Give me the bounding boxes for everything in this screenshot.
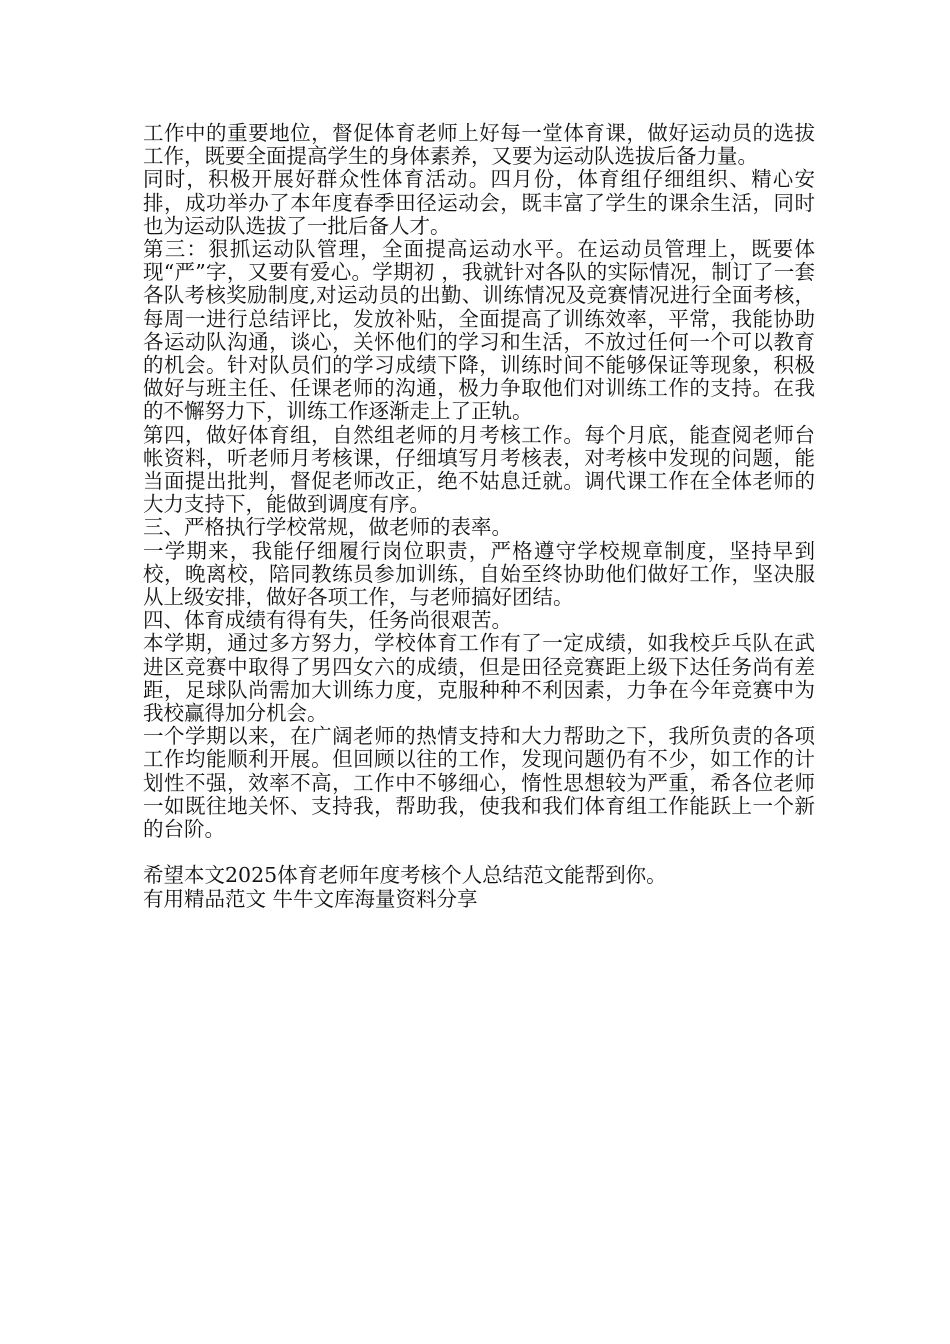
closing-wish: 希望本文2025体育老师年度考核个人总结范文能帮到你。 [143,863,667,888]
heading-results: 四、体育成绩有得有失，任务尚很艰苦。 [143,608,512,633]
document-body [143,122,815,911]
paragraph-monthly-assessment: 第四，做好体育组，自然组老师的月考核工作。每个月底，能查阅老师台帐资料，听老师月考核课，仔细填写月考核表，对考核中发现的问题，能当面提出批判，督促老师改正，绝不姑息迁就。调代课工作在全体老师的大力支持下，能做到调度有序。 [143,422,815,517]
paragraph-mass-sports: 同时，积极开展好群众性体育活动。四月份，体育组仔细组织、精心安排，成功举办了本年度春季田径运动会，既丰富了学生的课余生活，同时也为运动队选拔了一批后备人才。 [143,167,815,238]
paragraph-achievements: 本学期，通过多方努力，学校体育工作有了一定成绩，如我校乒乓队在武进区竞赛中取得了男四女六的成绩，但是田径竞赛距上级下达任务尚有差距，足球队尚需加大训练力度，克服种种不利因素，力争在今年竞赛中为我校赢得加分机会。 [143,631,815,726]
heading-school-rules: 三、严格执行学校常规，做老师的表率。 [143,515,512,540]
paragraph-duties: 一学期来，我能仔细履行岗位职责，严格遵守学校规章制度，坚持早到校，晚离校，陪同教练员参加训练，自始至终协助他们做好工作，坚决服从上级安排，做好各项工作，与老师搞好团结。 [143,538,815,610]
paragraph-team-management: 第三：狠抓运动队管理，全面提高运动水平。在运动员管理上，既要体现“严”字，又要有爱心。学期初 ，我就针对各队的实际情况，制订了一套各队考核奖励制度,对运动员的出勤、训练情况及竞赛情况进行全面考核，每周一进行总结评比，发放补贴，全面提高了训练效率，平常，我能协助各运动队沟通，谈心，关怀他们的学习和生活，不放过任何一个可以教育的机会。针对队员们的学习成绩下降，训练时间不能够保证等现象，积极做好与班主任、任课老师的沟通，极力争取他们对训练工作的支持。在我的不懈努力下，训练工作逐渐走上了正轨。 [143,237,815,424]
paragraph-reflection: 一个学期以来，在广阔老师的热情支持和大力帮助之下，我所负责的各项工作均能顺利开展。但回顾以往的工作，发现问题仍有不少，如工作的计划性不强，效率不高，工作中不够细心，惰性思想较为严重，希各位老师一如既往地关怀、支持我，帮助我，使我和我们体育组工作能跃上一个新的台阶。 [143,724,815,842]
closing-source: 有用精品范文 牛牛文库海量资料分享 [143,886,478,911]
paragraph-role-importance: 工作中的重要地位，督促体育老师上好每一堂体育课，做好运动员的选拔工作，既要全面提高学生的身体素养，又要为运动队选拔后备力量。 [143,121,815,169]
blank-line [143,841,815,864]
